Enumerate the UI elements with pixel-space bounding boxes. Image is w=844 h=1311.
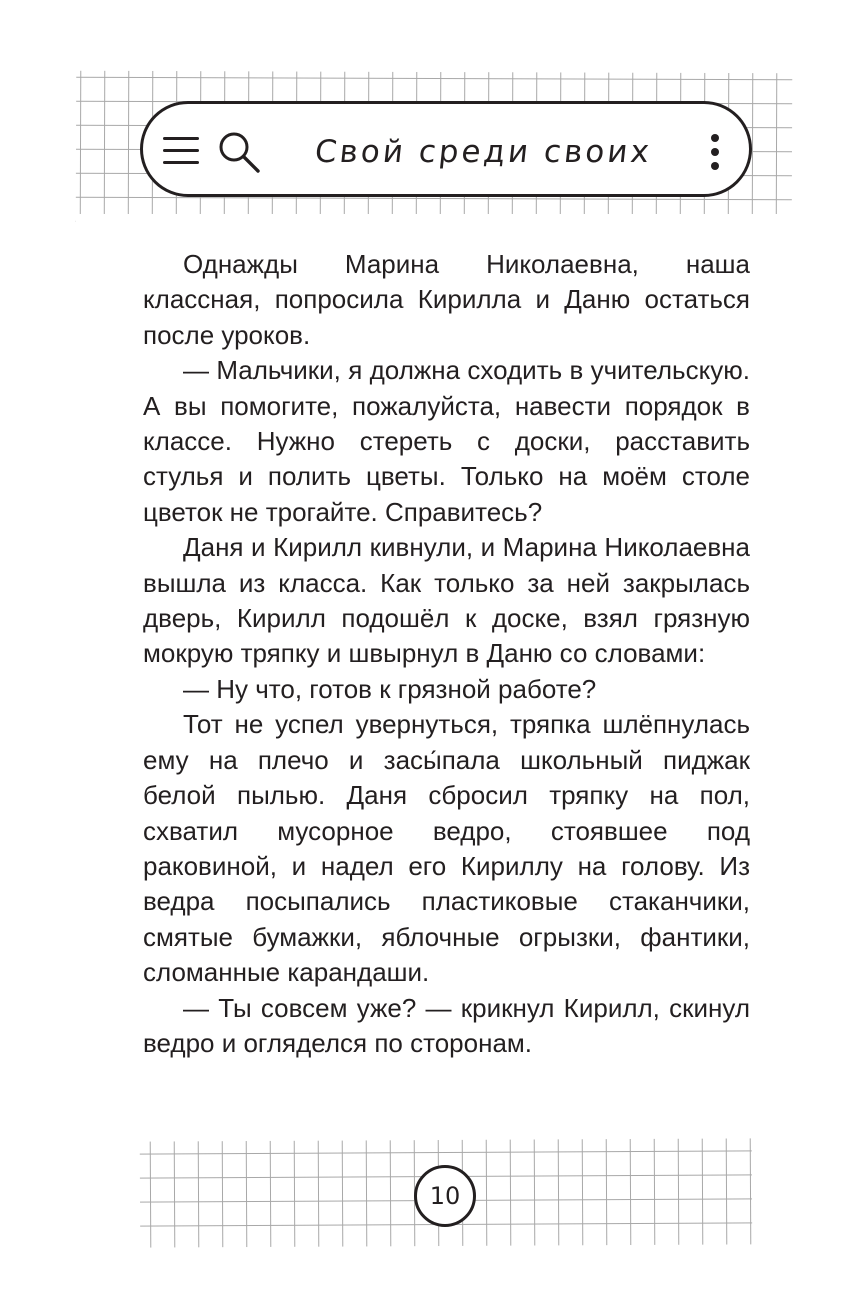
- hamburger-menu-icon[interactable]: [163, 137, 199, 165]
- search-icon[interactable]: [217, 130, 261, 174]
- page-title: Свой среди своих: [313, 134, 654, 170]
- page-number: 10: [414, 1165, 476, 1227]
- paragraph: Однажды Марина Николаевна, наша классная, попросила Кирилла и Даню остаться после уроков.: [143, 249, 750, 350]
- paragraph: Даня и Кирилл кивнули, и Марина Николаевна вышла из класса. Как только за ней закрылась дверь, Кирилл подошёл к доске, взял грязную мокрую тряпку и швырнул в Даню со словами:: [143, 532, 750, 669]
- title-bar: [140, 101, 752, 197]
- more-vertical-icon[interactable]: [711, 134, 719, 170]
- paragraph: — Ты совсем уже? — крикнул Кирилл, скинул ведро и огляделся по сторонам.: [143, 992, 750, 1058]
- paragraph: Тот не успел увернуться, тряпка шлёпнулась ему на плечо и засы́пала школьный пиджак белой пылью. Даня сбросил тряпку на пол, схватил мусорное ведро, стоявшее под раковиной, и надел его Кириллу на голову. Из ведра посыпались пластиковые стаканчики, смятые бумажки, яблочные огрызки, фантики, сломанные карандаши.: [143, 709, 750, 988]
- body-text: [143, 247, 750, 1061]
- paragraph: — Ну что, готов к грязной работе?: [183, 673, 597, 704]
- paragraph: — Мальчики, я должна сходить в учительскую. А вы помогите, пожалуйста, навести порядок в классе. Нужно стереть с доски, расставить стулья и полить цветы. Только на моём столе цветок не трогайте. Справитесь?: [143, 355, 750, 527]
